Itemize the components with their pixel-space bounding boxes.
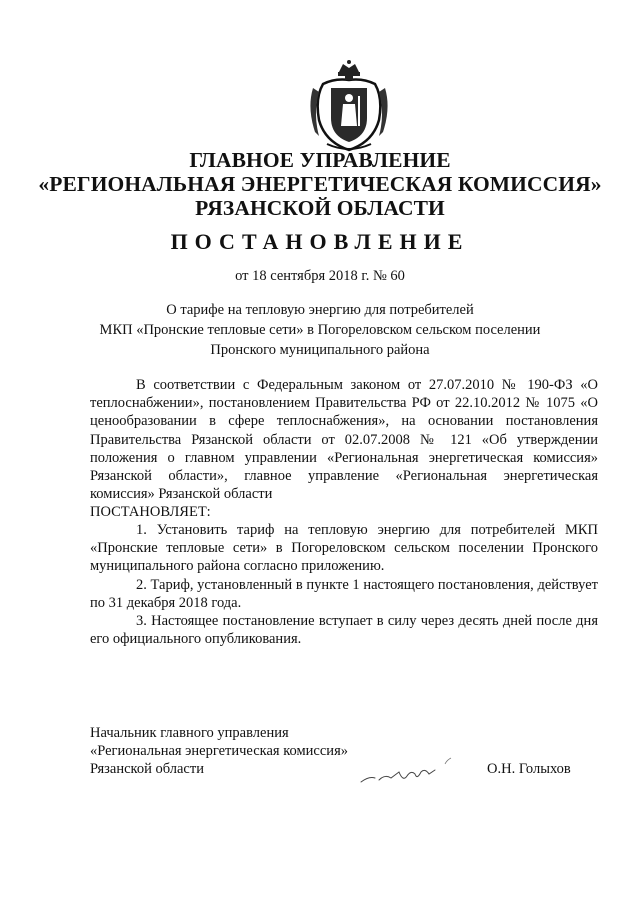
subject-line-3: Пронского муниципального района	[210, 342, 430, 358]
subject-line-2: МКП «Пронские тепловые сети» в Погореловском сельском поселении	[99, 322, 541, 338]
resolution-item-2: 2. Тариф, установленный в пункте 1 настоящего постановления, действует по 31 декабря 2018 года.	[90, 576, 598, 611]
subject-line-1: О тарифе на тепловую энергию для потребителей	[166, 302, 474, 318]
signatory-position-line-2: «Региональная энергетическая комиссия»	[90, 743, 348, 759]
agency-name-line-2: «РЕГИОНАЛЬНАЯ ЭНЕРГЕТИЧЕСКАЯ КОМИССИЯ»	[38, 172, 602, 196]
handwritten-signature	[355, 752, 455, 790]
signatory-name: О.Н. Голыхов	[487, 761, 571, 777]
preamble-text: В соответствии с Федеральным законом от 27.07.2010 № 190-ФЗ «О теплоснабжении», постановлением Правительства РФ от 22.10.2012 № 1075 «О ценообразовании в сфере теплоснабжения», на основании постановления Правительства Рязанской области от 02.07.2008 № 121 «Об утверждении положения о главном управлении «Региональная энергетическая комиссия» Рязанской области», главное управление «Региональная энергетическая комиссия» Рязанской области	[90, 377, 598, 503]
agency-name-line-1: ГЛАВНОЕ УПРАВЛЕНИЕ	[189, 148, 451, 172]
preamble-block	[90, 376, 598, 522]
resolution-items	[90, 521, 598, 648]
signatory-position-line-1: Начальник главного управления	[90, 725, 289, 741]
resolves-text: ПОСТАНОВЛЯЕТ:	[90, 504, 211, 521]
signatory-position-line-3: Рязанской области	[90, 761, 204, 777]
agency-name-line-3: РЯЗАНСКОЙ ОБЛАСТИ	[195, 196, 445, 220]
document-date-number: от 18 сентября 2018 г. № 60	[235, 268, 405, 284]
document-type-title: ПОСТАНОВЛЕНИЕ	[170, 229, 470, 254]
resolution-item-3: 3. Настоящее постановление вступает в силу через десять дней после дня его официального опубликования.	[90, 613, 598, 648]
coat-of-arms-emblem	[305, 58, 393, 154]
resolution-item-1: 1. Установить тариф на тепловую энергию для потребителей МКП «Пронские тепловые сети» в Погореловском сельском поселении Пронского муниципального района согласно приложению.	[90, 522, 598, 575]
